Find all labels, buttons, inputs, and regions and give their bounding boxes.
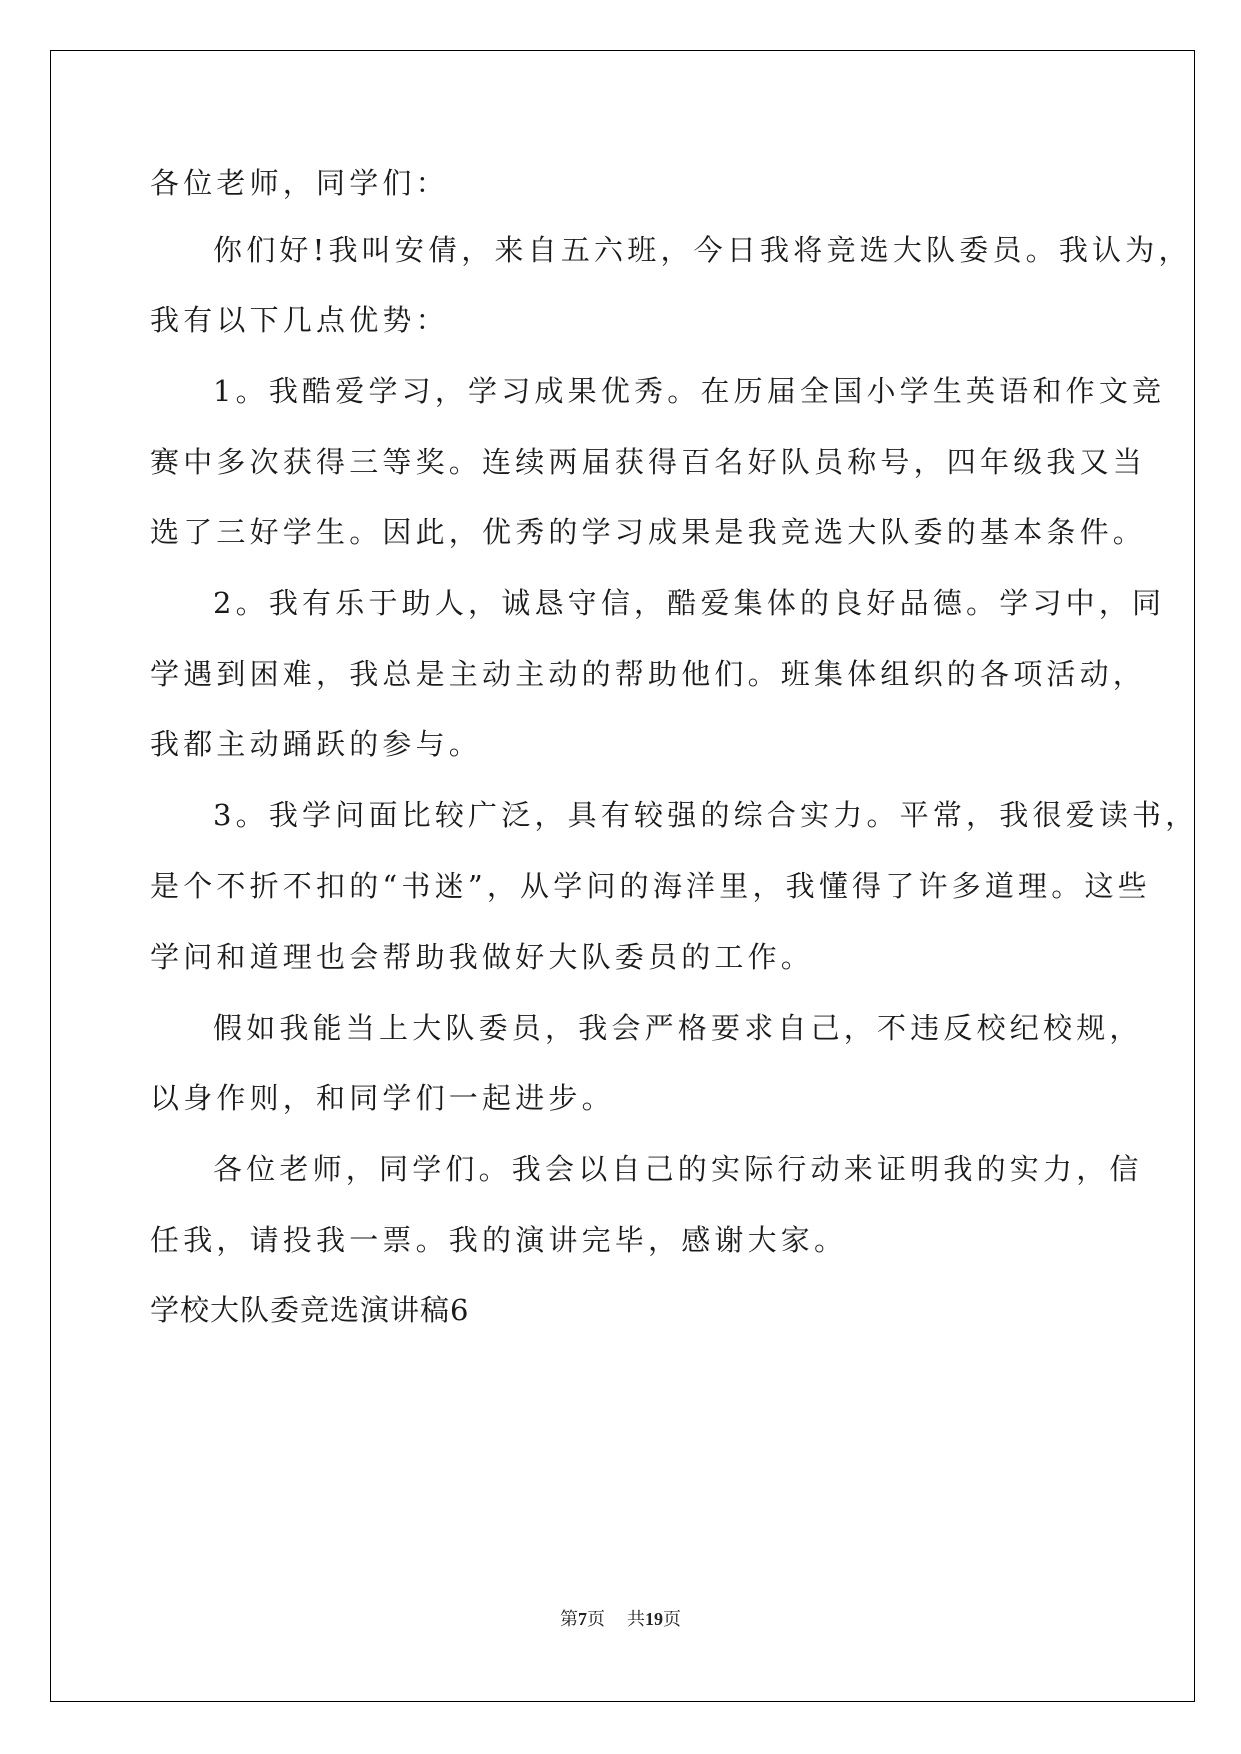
paragraph-line: 1。我酷爱学习，学习成果优秀。在历届全国小学生英语和作文竞 bbox=[213, 374, 1166, 408]
total-suffix: 页 bbox=[663, 1609, 681, 1630]
paragraph-line: 是个不折不扣的“书迷”，从学问的海洋里，我懂得了许多道理。这些 bbox=[150, 869, 1151, 903]
paragraph-line: 我有以下几点优势： bbox=[150, 303, 449, 337]
page-number: 7 bbox=[578, 1609, 587, 1629]
paragraph-line: 任我，请投我一票。我的演讲完毕，感谢大家。 bbox=[150, 1223, 848, 1257]
paragraph-line: 你们好!我叫安倩，来自五六班，今日我将竞选大队委员。我认为， bbox=[213, 233, 1192, 267]
total-prefix: 共 bbox=[627, 1609, 645, 1630]
total-pages: 19 bbox=[645, 1609, 663, 1629]
paragraph-line: 假如我能当上大队委员，我会严格要求自己，不违反校纪校规， bbox=[213, 1011, 1143, 1045]
paragraph-line: 我都主动踊跃的参与。 bbox=[150, 727, 483, 761]
paragraph-line: 各位老师，同学们。我会以自己的实际行动来证明我的实力，信 bbox=[213, 1152, 1143, 1186]
paragraph-line: 3。我学问面比较广泛，具有较强的综合实力。平常，我很爱读书， bbox=[213, 798, 1199, 832]
paragraph-line: 学遇到困难，我总是主动主动的帮助他们。班集体组织的各项活动， bbox=[150, 657, 1147, 691]
paragraph-line: 以身作则，和同学们一起进步。 bbox=[150, 1081, 615, 1115]
paragraph-line: 选了三好学生。因此，优秀的学习成果是我竞选大队委的基本条件。 bbox=[150, 515, 1147, 549]
page-prefix: 第 bbox=[560, 1609, 578, 1630]
page-footer bbox=[0, 1607, 1241, 1632]
section-title: 学校大队委竞选演讲稿6 bbox=[150, 1293, 470, 1327]
paragraph-line: 2。我有乐于助人，诚恳守信，酷爱集体的良好品德。学习中，同 bbox=[213, 586, 1166, 620]
salutation-line: 各位老师，同学们： bbox=[150, 166, 449, 200]
paragraph-line: 赛中多次获得三等奖。连续两届获得百名好队员称号，四年级我又当 bbox=[150, 445, 1147, 479]
paragraph-line: 学问和道理也会帮助我做好大队委员的工作。 bbox=[150, 940, 815, 974]
page-suffix: 页 bbox=[587, 1609, 605, 1630]
